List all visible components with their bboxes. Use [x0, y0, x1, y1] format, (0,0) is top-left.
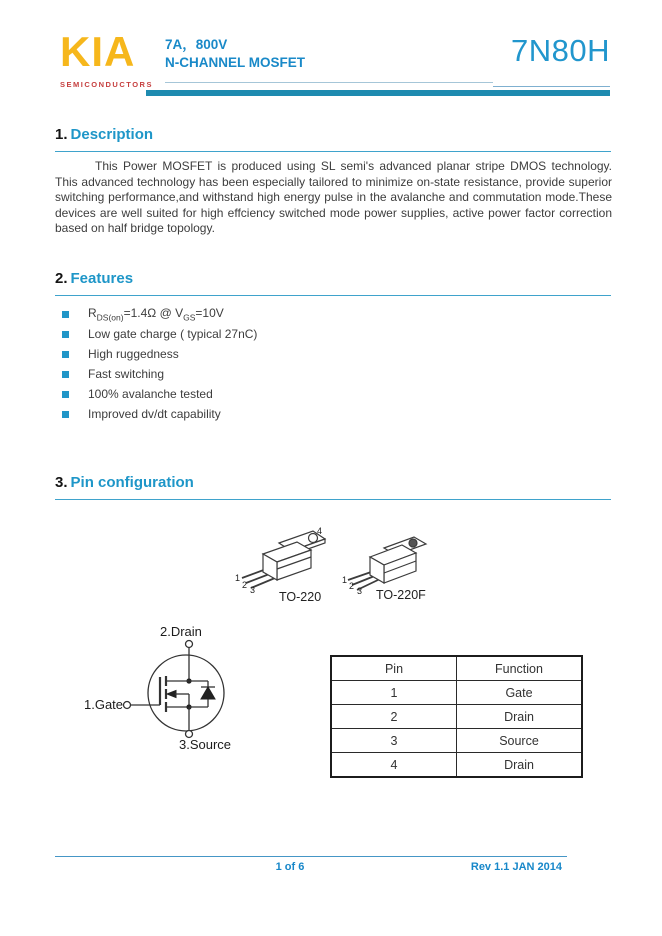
- table-header-pin: Pin: [331, 656, 457, 681]
- feature-item: [62, 324, 257, 344]
- header-divider-thin: [165, 82, 493, 83]
- bullet-square-icon: [62, 311, 69, 318]
- bullet-square-icon: [62, 331, 69, 338]
- spec-line1: 7A，800V: [165, 37, 228, 52]
- feature-item: [62, 404, 257, 424]
- feature-item: [62, 304, 257, 324]
- brand-logo: [60, 30, 160, 89]
- pin-label: 2: [349, 581, 355, 591]
- body-diode-icon: [201, 687, 215, 699]
- features-list: [62, 304, 257, 424]
- section-heading-pin-configuration: [55, 474, 194, 491]
- feature-text: Low gate charge ( typical 27nC): [88, 327, 258, 341]
- part-number: 7N80H: [511, 33, 610, 68]
- section-title: Description: [70, 126, 154, 143]
- section-rule: [55, 499, 611, 500]
- pin-label: 2: [242, 580, 248, 590]
- brand-tagline: SEMICONDUCTORS: [60, 80, 153, 89]
- section-number: 1.: [55, 126, 68, 143]
- table-header-row: [331, 656, 582, 681]
- to-220-package-drawing: [233, 522, 343, 607]
- feature-text: Fast switching: [88, 367, 165, 381]
- table-cell: Drain: [457, 705, 583, 729]
- header-divider-partnumber: [493, 86, 610, 87]
- section-number: 3.: [55, 474, 68, 491]
- section-rule: [55, 295, 611, 296]
- table-cell: 3: [331, 729, 457, 753]
- brand-name: KIA: [60, 28, 136, 75]
- bullet-square-icon: [62, 391, 69, 398]
- footer-page-number: 1 of 6: [275, 861, 305, 873]
- description-paragraph: This Power MOSFET is produced using SL semi's advanced planar stripe DMOS technology. This advanced technology has been especially tailored to minimize on-state resistance, provide superior switching performance,and withstand high energy pulse in the avalanche and commutation mode.These devices are well suited for high effciency switched mode power supplies, active power factor correction based on half bridge topology.: [55, 159, 612, 236]
- footer-divider: [55, 856, 567, 857]
- mounting-hole-icon: [409, 539, 417, 547]
- feature-text: $R_{DS(on)}=1.4\Omega$ @ $V_{GS}=10V$: [88, 305, 224, 323]
- spec-line2: N-CHANNEL MOSFET: [165, 55, 305, 70]
- section-title: Features: [70, 270, 134, 287]
- gate-terminal-icon: [124, 702, 131, 709]
- package-name: TO-220: [279, 590, 322, 604]
- feature-text: 100% avalanche tested: [88, 387, 213, 401]
- pin-table-body: [331, 681, 582, 778]
- section-rule: [55, 151, 611, 152]
- table-cell: 1: [331, 681, 457, 705]
- table-cell: Gate: [457, 681, 583, 705]
- section-heading-description: [55, 126, 153, 143]
- package-name: TO-220F: [376, 588, 426, 602]
- drain-terminal-icon: [186, 641, 193, 648]
- source-label: 3.Source: [179, 737, 232, 752]
- section-number: 2.: [55, 270, 68, 287]
- table-cell: 2: [331, 705, 457, 729]
- footer-revision: Rev 1.1 JAN 2014: [470, 861, 562, 873]
- feature-text: High ruggedness: [88, 347, 179, 361]
- to-220f-package-drawing: [342, 528, 452, 603]
- pin-label: 1: [342, 575, 348, 585]
- feature-item: [62, 384, 257, 404]
- mosfet-symbol-diagram: [80, 615, 300, 765]
- feature-item: [62, 364, 257, 384]
- pin-label: 3: [250, 585, 256, 595]
- table-cell: Drain: [457, 753, 583, 778]
- table-header-function: Function: [457, 656, 583, 681]
- table-row: [331, 681, 582, 705]
- pin-label: 3: [357, 586, 363, 596]
- table-row: [331, 705, 582, 729]
- pin-label: 1: [235, 573, 241, 583]
- bullet-square-icon: [62, 351, 69, 358]
- pin-label: 4: [317, 526, 323, 536]
- table-cell: 4: [331, 753, 457, 778]
- table-row: [331, 753, 582, 778]
- bullet-square-icon: [62, 411, 69, 418]
- section-heading-features: [55, 270, 133, 287]
- table-row: [331, 729, 582, 753]
- feature-text: Improved dv/dt capability: [88, 407, 221, 421]
- feature-item: [62, 344, 257, 364]
- drain-label: 2.Drain: [160, 624, 202, 639]
- product-spec: [165, 36, 305, 72]
- pin-function-table: [330, 655, 583, 778]
- header-divider-bar: [146, 90, 610, 96]
- table-cell: Source: [457, 729, 583, 753]
- section-title: Pin configuration: [70, 474, 194, 491]
- bullet-square-icon: [62, 371, 69, 378]
- gate-label: 1.Gate: [84, 697, 124, 712]
